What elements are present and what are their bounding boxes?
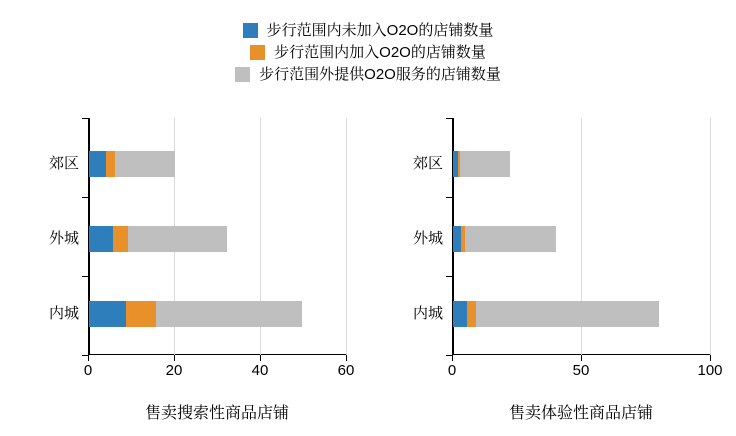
y-axis-tick [446, 197, 452, 198]
legend-item [243, 22, 494, 39]
bar-segment [476, 301, 659, 327]
chart-legend [0, 22, 736, 83]
x-axis-tick-label: 100 [697, 362, 723, 379]
gridline [346, 118, 347, 355]
category-label: 内城 [48, 305, 79, 322]
legend-swatch-blue-icon [243, 23, 258, 38]
bar-segment [453, 226, 461, 252]
bar-segment [460, 151, 510, 177]
x-axis-title: 售卖体验性商品店铺 [508, 405, 653, 422]
plot-area [48, 118, 355, 379]
x-axis-tick [452, 355, 453, 361]
stacked-bar [48, 151, 175, 177]
bar-segment [106, 151, 115, 177]
category-label: 内城 [412, 305, 443, 322]
bar-segment [89, 226, 113, 252]
x-axis-tick-label: 40 [251, 362, 269, 379]
category-label: 郊区 [48, 155, 79, 172]
legend-swatch-gray-icon [235, 67, 250, 82]
x-axis-tick-label: 0 [447, 362, 457, 379]
x-axis-tick [260, 355, 261, 361]
legend-item [235, 66, 501, 83]
stacked-bar [412, 151, 510, 177]
stacked-bar [412, 301, 659, 327]
legend-label: 步行范围内加入O2O的店铺数量 [274, 44, 486, 61]
y-axis-tick [82, 276, 88, 277]
legend-label: 步行范围外提供O2O服务的店铺数量 [259, 66, 501, 83]
x-axis-tick [581, 355, 582, 361]
bar-segment [89, 301, 126, 327]
bar-segment [115, 151, 175, 177]
x-axis-tick-label: 50 [572, 362, 590, 379]
bar-segment [453, 301, 467, 327]
x-axis-tick [346, 355, 347, 361]
bar-segment [113, 226, 128, 252]
x-axis-line [88, 354, 346, 356]
legend-label: 步行范围内未加入O2O的店铺数量 [266, 22, 494, 39]
bar-segment [465, 226, 557, 252]
x-axis-tick-label: 20 [165, 362, 183, 379]
stacked-bar [48, 301, 302, 327]
legend-swatch-orange-icon [250, 45, 265, 60]
y-axis-tick [82, 118, 88, 119]
x-axis-title: 售卖搜索性商品店铺 [144, 405, 289, 422]
stacked-bar [48, 226, 227, 252]
x-axis-tick [174, 355, 175, 361]
bar-segment [126, 301, 156, 327]
bar-segment [156, 301, 302, 327]
category-label: 外城 [48, 230, 79, 247]
stacked-bar [412, 226, 556, 252]
x-axis-tick-label: 60 [337, 362, 355, 379]
bar-segment [467, 301, 476, 327]
bar-segment [128, 226, 227, 252]
x-axis-tick [710, 355, 711, 361]
gridline [710, 118, 711, 355]
x-axis-tick [88, 355, 89, 361]
y-axis-tick [82, 355, 88, 356]
x-axis-tick-label: 0 [83, 362, 93, 379]
category-label: 外城 [412, 230, 443, 247]
category-label: 郊区 [412, 155, 443, 172]
legend-item [250, 44, 486, 61]
y-axis-tick [446, 276, 452, 277]
plot-area [412, 118, 723, 379]
bar-segment [89, 151, 106, 177]
y-axis-tick [82, 197, 88, 198]
y-axis-tick [446, 118, 452, 119]
y-axis-tick [446, 355, 452, 356]
